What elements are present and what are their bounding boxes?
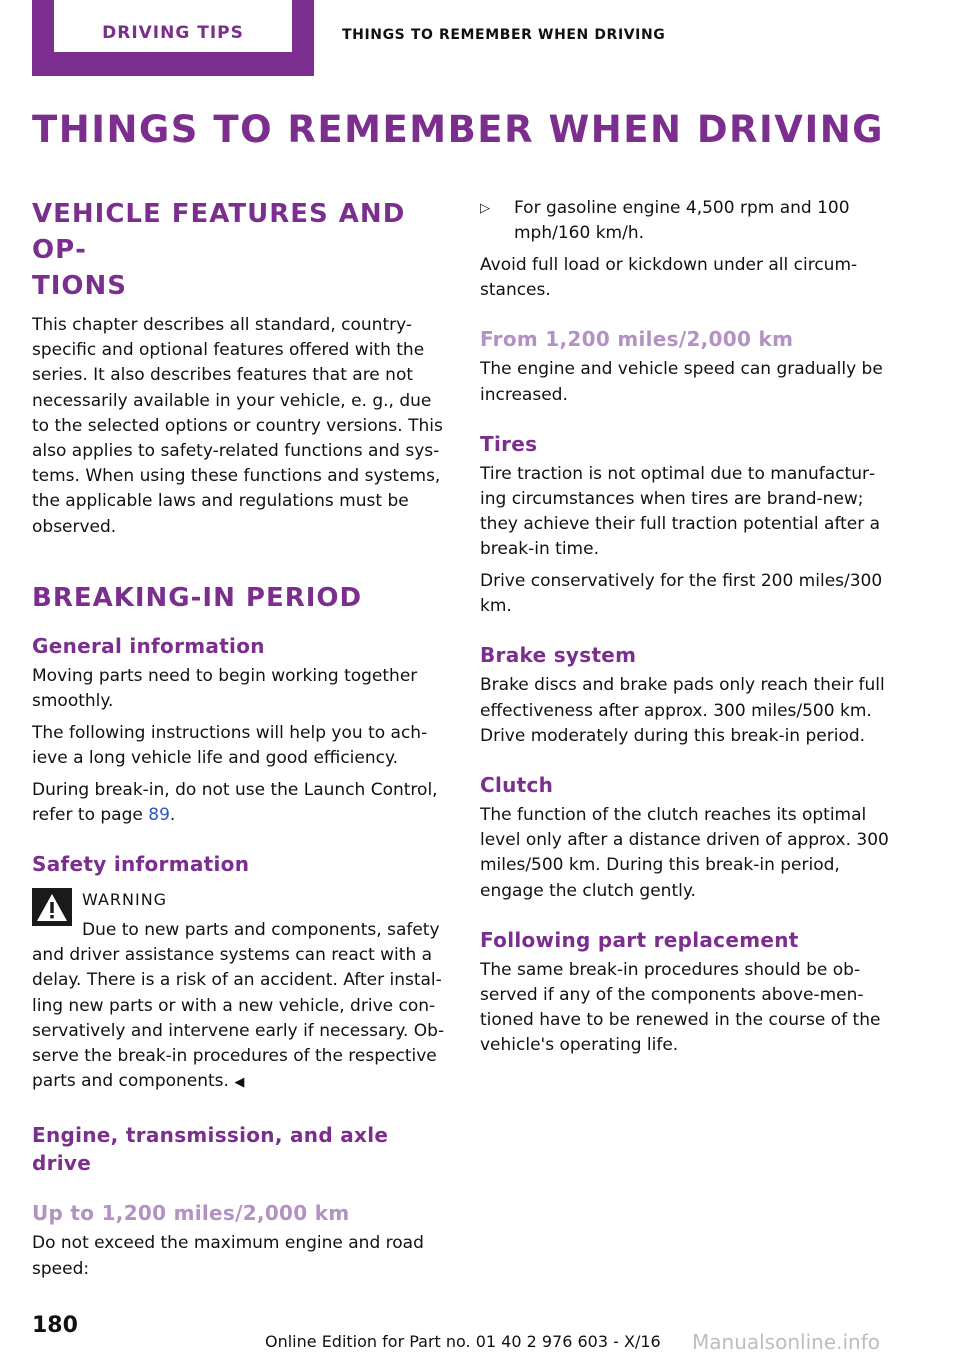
page-number: 180 — [32, 1313, 78, 1338]
page-title: THINGS TO REMEMBER WHEN DRIVING — [32, 108, 885, 151]
warning-triangle-icon — [32, 888, 72, 926]
subheading-clutch: Clutch — [480, 773, 554, 798]
from-paragraph: The engine and vehicle speed can gradually be increased. — [480, 359, 883, 405]
end-marker-icon: ◀ — [234, 1075, 245, 1091]
section-heading-line-2: TIONS — [32, 271, 127, 301]
right-column — [480, 196, 896, 1065]
running-header-title: THINGS TO REMEMBER WHEN DRIVING — [342, 27, 666, 43]
general-paragraph-3 — [32, 778, 448, 828]
tires-paragraph-2: Drive conservatively for the first 200 miles/300 km. — [480, 571, 883, 617]
warning-block — [32, 888, 448, 1095]
general-paragraph-3-text: During break-in, do not use the Launch Control, refer to page — [32, 779, 438, 825]
section-heading-vehicle-features — [32, 196, 448, 304]
vehicle-features-paragraph: This chapter describes all standard, country-specific and optional features offered with the series. It also describes features that are not necessarily available in your vehicle, e. g., due to the selected options or country versions. This also applies to safety-related functions and sys‐tems. When using these functions and systems, the applicable laws and regulations must be observed. — [32, 315, 443, 537]
warning-body: Due to new parts and components, safety and driver assistance systems can react with a delay. There is a risk of an accident. After instal‐ling new parts or with a new vehicle, drive con‐servatively and intervene early if necessary. Ob‐serve the break-in procedures of the respective parts and components. — [32, 920, 445, 1092]
tires-paragraph-1: Tire traction is not optimal due to manufactur‐ing circumstances when tires are brand-new; they achieve their full traction potential after a break-in time. — [480, 463, 881, 560]
left-column — [32, 196, 448, 1288]
bullet-text: For gasoline engine 4,500 rpm and 100 mph/160 km/h. — [514, 198, 850, 244]
following-paragraph: The same break-in procedures should be ob‐served if any of the components above-men‐tioned have to be renewed in the course of the vehicle's operating life. — [480, 959, 881, 1056]
watermark: Manualsonline.info — [692, 1330, 880, 1354]
general-paragraph-1: Moving parts need to begin working together smoothly. — [32, 665, 418, 712]
general-paragraph-3-end: . — [169, 804, 176, 825]
warning-label: WARNING — [82, 890, 168, 910]
brake-paragraph: Brake discs and brake pads only reach their full effectiveness after approx. 300 miles/500 km. Drive moderately during this break-in period. — [480, 675, 885, 746]
up-to-paragraph: Do not exceed the maximum engine and road speed: — [32, 1233, 424, 1279]
subheading-from-1200: From 1,200 miles/2,000 km — [480, 327, 794, 352]
clutch-paragraph: The function of the clutch reaches its optimal level only after a distance driven of approx. 300 miles/500 km. During this break-in period, engage the clutch gently. — [480, 805, 889, 901]
subheading-brake-system: Brake system — [480, 643, 637, 668]
section-heading-breaking-in: BREAKING-IN PERIOD — [32, 582, 363, 613]
edition-note: Online Edition for Part no. 01 40 2 976 603 - X/16 — [265, 1332, 661, 1351]
subheading-safety-information: Safety information — [32, 852, 250, 877]
general-paragraph-2: The following instructions will help you to ach‐ieve a long vehicle life and good efficiency. — [32, 722, 428, 768]
page-reference-link[interactable]: 89 — [148, 804, 170, 825]
subheading-following-part-replacement: Following part replacement — [480, 927, 799, 952]
section-heading-line-1: VEHICLE FEATURES AND OP‐ — [32, 199, 406, 265]
avoid-paragraph: Avoid full load or kickdown under all circum‐stances. — [480, 254, 858, 301]
bullet-triangle-icon: ▷ — [480, 201, 490, 216]
subheading-engine-transmission: Engine, transmission, and axle drive — [32, 1123, 389, 1176]
subheading-general-information: General information — [32, 633, 265, 658]
chapter-tab-label: DRIVING TIPS — [54, 0, 292, 52]
subheading-tires: Tires — [480, 431, 538, 456]
chapter-tab — [32, 0, 314, 76]
subheading-up-to-1200: Up to 1,200 miles/2,000 km — [32, 1201, 350, 1226]
warning-text — [32, 918, 448, 1095]
list-item — [480, 196, 896, 253]
